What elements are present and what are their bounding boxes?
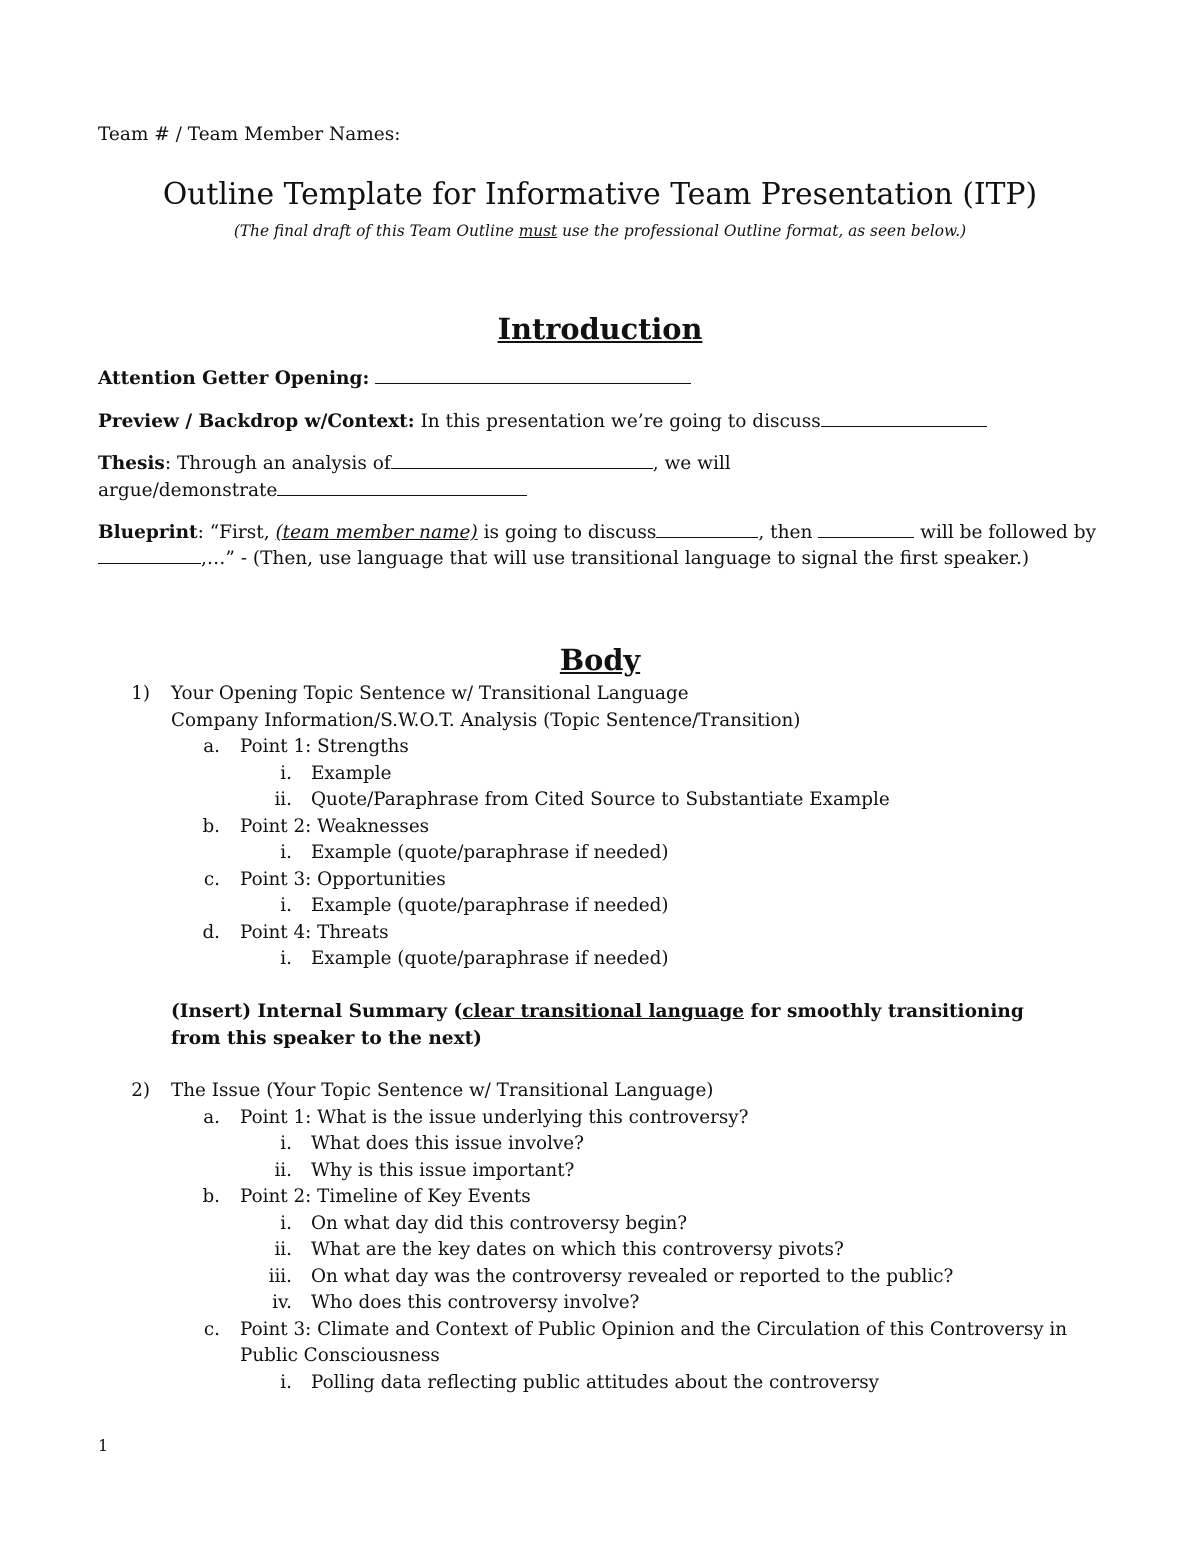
preview-line [98, 411, 987, 432]
subtitle-after: use the professional Outline format, as seen below.) [557, 222, 967, 240]
s2-b-iv-text: Who does this controversy involve? [311, 1292, 640, 1313]
blueprint-blank-1 [656, 536, 758, 538]
subtitle-emphasis: must [518, 222, 558, 240]
s2-b-ii-text: What are the key dates on which this controversy pivots? [311, 1239, 844, 1260]
introduction-heading: Introduction [497, 312, 703, 346]
outline-section-1 [0, 683, 1200, 983]
s2-a-text: Point 1: What is the issue underlying this controversy? [240, 1107, 749, 1128]
blueprint-line-1 [98, 522, 1096, 543]
s1-b-i-text: Example (quote/paraphrase if needed) [311, 842, 669, 863]
blueprint-label: Blueprint [98, 522, 198, 543]
attention-getter-blank [375, 382, 691, 384]
subtitle-before: (The final draft of this Team Outline [233, 222, 519, 240]
section-1-number: 1) [131, 683, 150, 704]
s2-b-iii-marker: iii. [268, 1266, 292, 1287]
blueprint-text-2: is going to discuss [477, 522, 657, 543]
blueprint-text-1: : “First, [197, 522, 276, 543]
body-heading: Body [559, 643, 641, 677]
internal-summary-line-2: from this speaker to the next) [171, 1028, 482, 1049]
blueprint-blank-2 [818, 536, 914, 538]
summary-before: (Insert) Internal Summary ( [171, 1001, 463, 1022]
summary-after: for smoothly transitioning [744, 1001, 1024, 1022]
s2-b-i-text: On what day did this controversy begin? [311, 1213, 688, 1234]
s1-d-text: Point 4: Threats [240, 922, 389, 943]
preview-label: Preview / Backdrop w/Context: [98, 411, 415, 432]
s2-a-i-marker: i. [280, 1133, 292, 1154]
section-1-line-2: Company Information/S.W.O.T. Analysis (Topic Sentence/Transition) [171, 710, 801, 731]
attention-getter-line [98, 368, 691, 389]
s1-d-marker: d. [202, 922, 220, 943]
blueprint-line-2 [98, 548, 1029, 569]
preview-text: In this presentation we’re going to discuss [414, 411, 821, 432]
s2-c-i-marker: i. [280, 1372, 292, 1393]
s1-a-marker: a. [203, 736, 220, 757]
team-label: Team # / Team Member Names: [98, 124, 401, 145]
s2-b-marker: b. [202, 1186, 220, 1207]
section-1-line-1: Your Opening Topic Sentence w/ Transitional Language [171, 683, 689, 704]
page-number: 1 [98, 1436, 109, 1455]
s1-d-i-text: Example (quote/paraphrase if needed) [311, 948, 669, 969]
s1-c-text: Point 3: Opportunities [240, 869, 446, 890]
s2-c-marker: c. [203, 1319, 220, 1340]
outline-section-2 [0, 1080, 1200, 1400]
s1-b-text: Point 2: Weaknesses [240, 816, 430, 837]
s2-a-marker: a. [203, 1107, 220, 1128]
s2-b-iv-marker: iv. [272, 1292, 292, 1313]
s2-c-text-2: Public Consciousness [240, 1345, 440, 1366]
blueprint-text-3: , then [758, 522, 819, 543]
page-title: Outline Template for Informative Team Presentation (ITP) [162, 177, 1038, 212]
attention-getter-label: Attention Getter Opening: [98, 368, 370, 389]
thesis-blank-1 [391, 467, 653, 469]
s2-b-iii-text: On what day was the controversy revealed or reported to the public? [311, 1266, 954, 1287]
s2-a-ii-marker: ii. [274, 1160, 292, 1181]
thesis-text-1: : Through an analysis of [164, 453, 391, 474]
thesis-line-2 [98, 480, 527, 501]
blueprint-text-4: will be followed by [914, 522, 1097, 543]
blueprint-blank-3 [98, 562, 201, 564]
blueprint-member-name: (team member name) [275, 522, 478, 543]
thesis-text-2: , we will [652, 453, 731, 474]
thesis-label: Thesis [98, 453, 165, 474]
s1-a-ii-text: Quote/Paraphrase from Cited Source to Substantiate Example [311, 789, 890, 810]
s2-a-i-text: What does this issue involve? [311, 1133, 584, 1154]
summary-emphasis: clear transitional language [462, 1001, 745, 1022]
s1-a-i-text: Example [311, 763, 392, 784]
s1-d-i-marker: i. [280, 948, 292, 969]
s1-b-i-marker: i. [280, 842, 292, 863]
internal-summary-line-1 [171, 1001, 1024, 1022]
s2-b-ii-marker: ii. [274, 1239, 292, 1260]
s1-a-i-marker: i. [280, 763, 292, 784]
s2-b-text: Point 2: Timeline of Key Events [240, 1186, 531, 1207]
s1-a-text: Point 1: Strengths [240, 736, 409, 757]
blueprint-text-5: ,…” - (Then, use language that will use transitional language to signal the first speaker.) [201, 548, 1030, 569]
s2-c-i-text: Polling data reflecting public attitudes about the controversy [311, 1372, 879, 1393]
thesis-line-1 [98, 453, 731, 474]
thesis-text-3: argue/demonstrate [98, 480, 278, 501]
s1-b-marker: b. [202, 816, 220, 837]
s2-b-i-marker: i. [280, 1213, 292, 1234]
section-2-line-1: The Issue (Your Topic Sentence w/ Transitional Language) [171, 1080, 714, 1101]
s1-c-i-marker: i. [280, 895, 292, 916]
s1-a-ii-marker: ii. [274, 789, 292, 810]
s2-a-ii-text: Why is this issue important? [311, 1160, 575, 1181]
page-subtitle [0, 222, 1200, 240]
s1-c-i-text: Example (quote/paraphrase if needed) [311, 895, 669, 916]
section-2-number: 2) [131, 1080, 150, 1101]
s2-c-text: Point 3: Climate and Context of Public Opinion and the Circulation of this Controversy in [240, 1319, 1068, 1340]
s1-c-marker: c. [203, 869, 220, 890]
preview-blank [821, 425, 987, 427]
thesis-blank-2 [277, 494, 527, 496]
